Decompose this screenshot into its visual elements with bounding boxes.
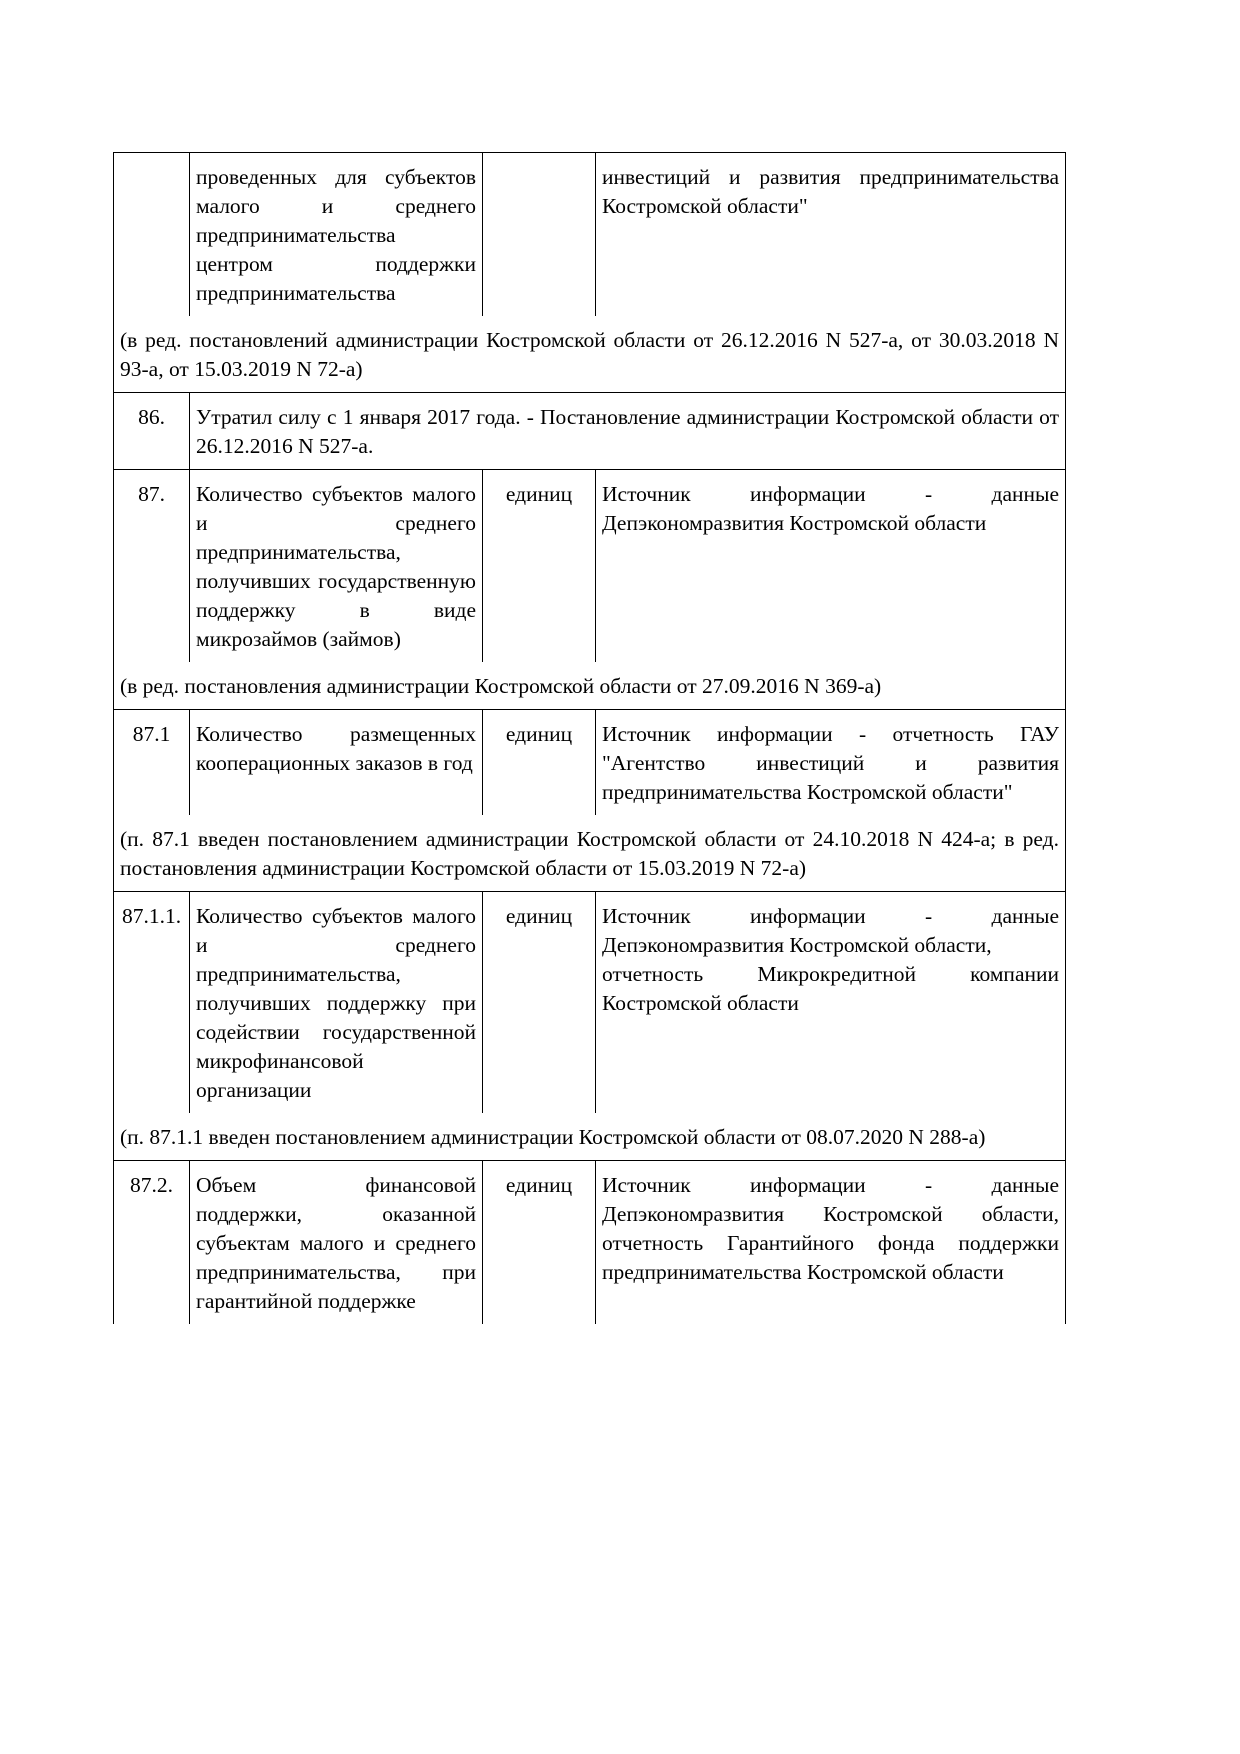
information-source: Источник информации - отчетность ГАУ "Агентство инвестиций и развития предпринимательства Костромской области" [596, 710, 1066, 816]
indicator-name: Объем финансовой поддержки, оказанной субъектам малого и среднего предпринимательства, при гарантийной поддержке [190, 1161, 483, 1325]
indicator-name: Количество субъектов малого и среднего предпринимательства, получивших поддержку при содействии государственной микрофинансовой организации [190, 892, 483, 1114]
amendment-note [114, 662, 1066, 710]
unit-of-measure: единиц [483, 892, 596, 1114]
row-number: 87.1 [114, 710, 190, 816]
unit-of-measure: единиц [483, 1161, 596, 1325]
information-source: инвестиций и развития предпринимательства Костромской области" [596, 153, 1066, 317]
amendment-note-text: (п. 87.1.1 введен постановлением администрации Костромской области от 08.07.2020 N 288-а) [114, 1113, 1066, 1161]
row-number: 87. [114, 470, 190, 663]
row-number [114, 153, 190, 317]
amendment-note-text: (в ред. постановления администрации Костромской области от 27.09.2016 N 369-а) [114, 662, 1066, 710]
repealed-text: Утратил силу с 1 января 2017 года. - Постановление администрации Костромской области от 26.12.2016 N 527-а. [190, 393, 1066, 470]
amendment-note-text: (в ред. постановлений администрации Костромской области от 26.12.2016 N 527-а, от 30.03.2018 N 93-а, от 15.03.2019 N 72-а) [114, 316, 1066, 393]
indicators-table [113, 152, 1066, 1324]
table-row [114, 470, 1066, 663]
indicator-name: Количество субъектов малого и среднего предпринимательства, получивших государственную поддержку в виде микрозаймов (займов) [190, 470, 483, 663]
table-row [114, 153, 1066, 317]
amendment-note [114, 316, 1066, 393]
table-row [114, 892, 1066, 1114]
unit-of-measure: единиц [483, 470, 596, 663]
information-source: Источник информации - данные Депэкономразвития Костромской области, отчетность Микрокредитной компании Костромской области [596, 892, 1066, 1114]
information-source: Источник информации - данные Депэкономразвития Костромской области [596, 470, 1066, 663]
row-number: 87.2. [114, 1161, 190, 1325]
indicator-name: Количество размещенных кооперационных заказов в год [190, 710, 483, 816]
table-row [114, 1161, 1066, 1325]
table-row-repealed [114, 393, 1066, 470]
unit-of-measure [483, 153, 596, 317]
amendment-note-text: (п. 87.1 введен постановлением администрации Костромской области от 24.10.2018 N 424-а; в ред. постановления администрации Костромской области от 15.03.2019 N 72-а) [114, 815, 1066, 892]
row-number: 86. [114, 393, 190, 470]
indicator-name: проведенных для субъектов малого и среднего предпринимательства центром поддержки предпринимательства [190, 153, 483, 317]
unit-of-measure: единиц [483, 710, 596, 816]
amendment-note [114, 815, 1066, 892]
amendment-note [114, 1113, 1066, 1161]
table-row [114, 710, 1066, 816]
information-source: Источник информации - данные Депэкономразвития Костромской области, отчетность Гарантийного фонда поддержки предпринимательства Костромской области [596, 1161, 1066, 1325]
row-number: 87.1.1. [114, 892, 190, 1114]
